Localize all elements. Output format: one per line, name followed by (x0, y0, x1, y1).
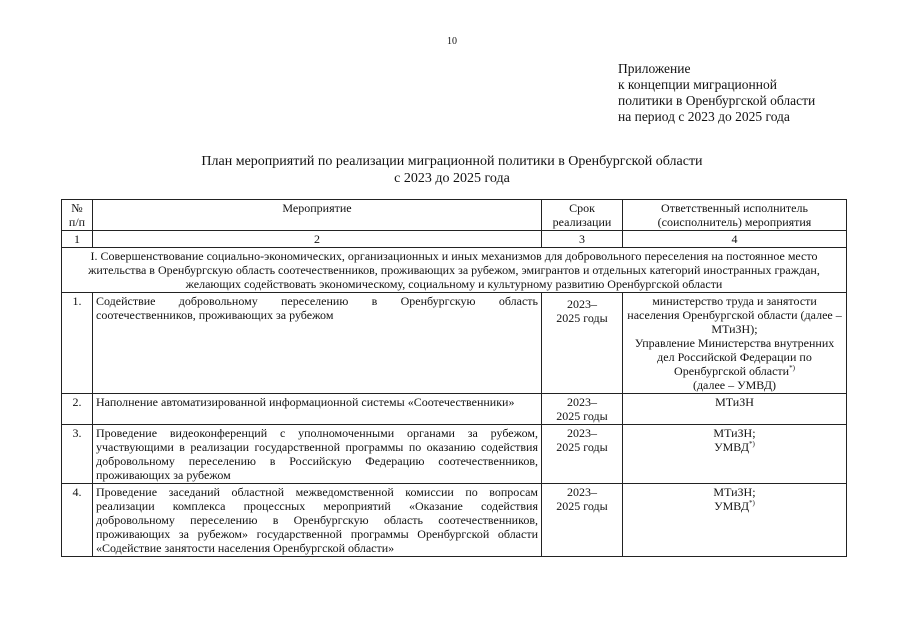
executor-line (626, 336, 843, 378)
table-header-row (62, 200, 847, 231)
executor-name: Управление Министерства внутренних дел Российской Федерации по Оренбургской области (634, 336, 835, 378)
plan-title (0, 153, 904, 187)
column-number-row (62, 231, 847, 248)
plan-title-line: с 2023 до 2025 года (394, 171, 510, 186)
appendix-line: Приложение (618, 61, 691, 76)
section-row (62, 248, 847, 293)
table-row (62, 484, 847, 557)
plan-table (61, 199, 847, 557)
row-term: 2023– 2025 годы (542, 293, 623, 394)
column-number: 3 (542, 231, 623, 248)
executor-line (626, 440, 843, 454)
row-executor (623, 425, 847, 484)
table-row (62, 425, 847, 484)
row-event: Наполнение автоматизированной информационной системы «Соотечественники» (93, 394, 542, 425)
row-term: 2023– 2025 годы (542, 484, 623, 557)
row-executor (623, 484, 847, 557)
row-number: 1. (62, 293, 93, 394)
row-executor (623, 293, 847, 394)
row-number: 2. (62, 394, 93, 425)
executor-line: министерство труда и занятости населения Оренбургской области (далее – МТиЗН); (627, 294, 842, 336)
executor-name: УМВД (714, 440, 750, 454)
executor-line: МТиЗН; (713, 485, 756, 499)
row-number: 3. (62, 425, 93, 484)
footnote-mark: *) (789, 364, 795, 372)
row-number: 4. (62, 484, 93, 557)
plan-title-line: План мероприятий по реализации миграционной политики в Оренбургской области (201, 154, 703, 169)
column-number: 1 (62, 231, 93, 248)
row-term: 2023– 2025 годы (542, 425, 623, 484)
header-event: Мероприятие (93, 200, 542, 231)
header-term: Срок реализации (542, 200, 623, 231)
appendix-line: на период с 2023 до 2025 года (618, 109, 790, 124)
page-number: 10 (447, 36, 457, 47)
row-executor (623, 394, 847, 425)
table-row (62, 293, 847, 394)
executor-name: УМВД (714, 499, 750, 513)
executor-line: МТиЗН; (713, 426, 756, 440)
appendix-note (618, 61, 815, 125)
column-number: 2 (93, 231, 542, 248)
column-number: 4 (623, 231, 847, 248)
appendix-line: к концепции миграционной (618, 77, 777, 92)
executor-line: МТиЗН (715, 395, 754, 409)
table-row (62, 394, 847, 425)
footnote-mark: *) (749, 499, 755, 507)
row-event: Содействие добровольному переселению в Оренбургскую область соотечественников, проживающих за рубежом (93, 293, 542, 394)
section-heading: I. Совершенствование социально-экономических, организационных и иных механизмов для добровольного переселения на постоянное место жительства в Оренбургскую область соотечественников, проживающих за рубежом, эмигрантов и отдельных категорий иностранных граждан, желающих содействовать экономическому, социальному и культурному развитию Оренбургской области (62, 248, 847, 293)
row-event: Проведение видеоконференций с уполномоченными органами за рубежом, участвующими в реализации государственной программы по оказанию содействия добровольному переселению в Российскую Федерацию соотечественников, проживающих за рубежом (93, 425, 542, 484)
header-num: № п/п (62, 200, 93, 231)
footnote-mark: *) (749, 440, 755, 448)
row-term: 2023– 2025 годы (542, 394, 623, 425)
header-executor: Ответственный исполнитель (соисполнитель) мероприятия (623, 200, 847, 231)
executor-line (626, 499, 843, 513)
executor-line: (далее – УМВД) (692, 378, 777, 392)
row-event: Проведение заседаний областной межведомственной комиссии по вопросам реализации комплекса процессных мероприятий «Оказание содействия добровольному переселению в Оренбургскую область соотечественников, проживающих за рубежом» государственной программы Оренбургской области «Содействие занятости населения Оренбургской области» (93, 484, 542, 557)
appendix-line: политики в Оренбургской области (618, 93, 816, 108)
